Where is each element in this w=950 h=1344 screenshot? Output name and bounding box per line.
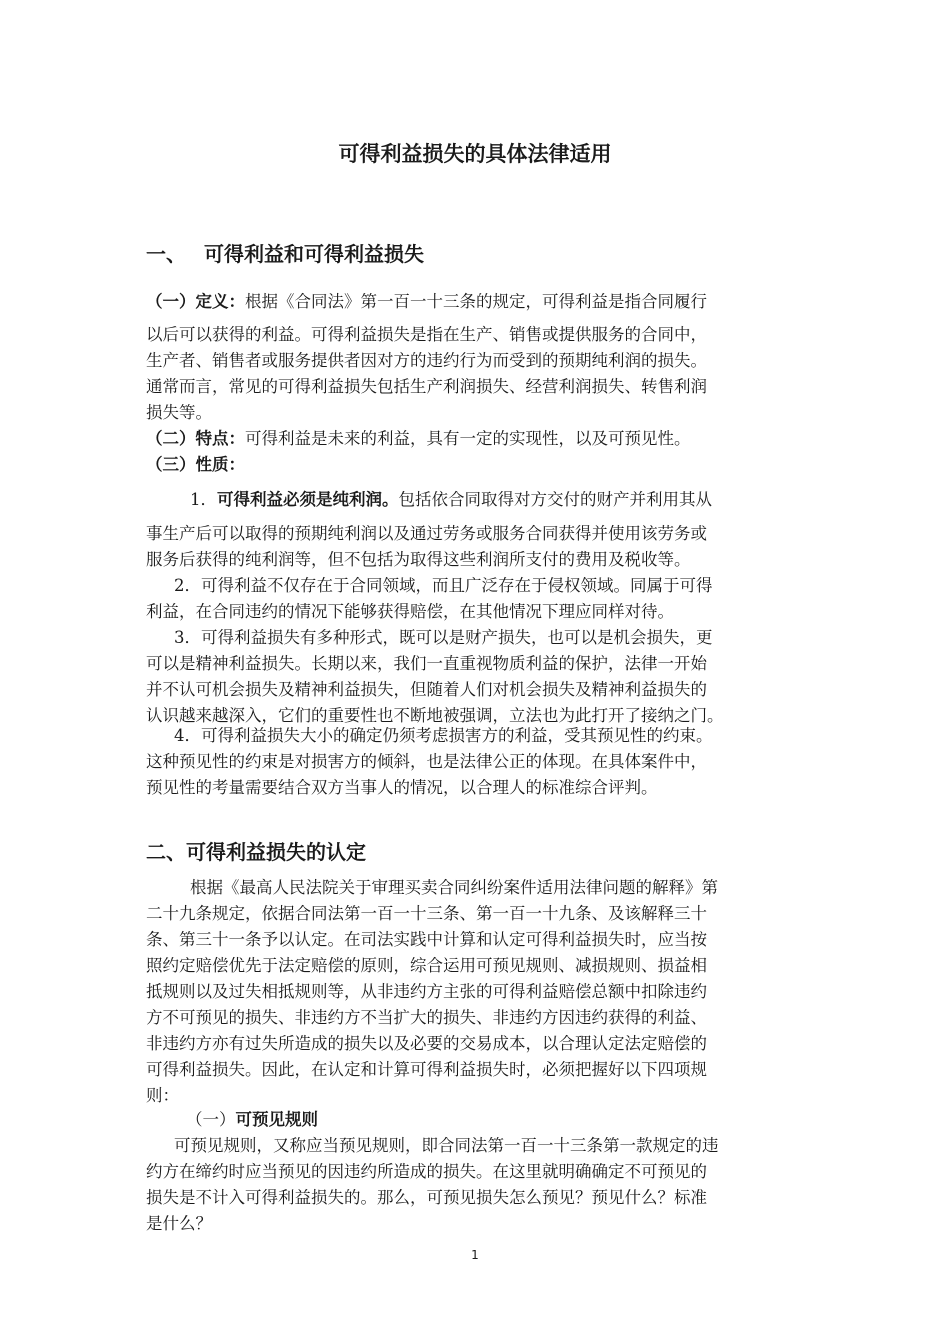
subsection-1-heading	[186, 1108, 318, 1132]
nature-item-4: 4．可得利益损失大小的确定仍须考虑损害方的利益，受其预见性的约束。	[174, 726, 713, 745]
document-title: 可得利益损失的具体法律适用	[338, 142, 612, 166]
section-1-number: 一、	[146, 242, 186, 266]
text-line: 非违约方亦有过失所造成的损失以及必要的交易成本，以合理认定法定赔偿的	[146, 1034, 707, 1053]
feature-text: 可得利益是未来的利益，具有一定的实现性，以及可预见性。	[245, 429, 691, 448]
text-line: 以后可以获得的利益。可得利益损失是指在生产、销售或提供服务的合同中，	[146, 325, 707, 344]
text-line: 损失是不计入可得利益损失的。那么，可预见损失怎么预见？预见什么？标准	[146, 1188, 707, 1207]
subsection-1-line: 可预见规则，又称应当预见规则，即合同法第一百一十三条第一款规定的违	[174, 1136, 719, 1155]
text-line: 条、第三十一条予以认定。在司法实践中计算和认定可得利益损失时，应当按	[146, 930, 707, 949]
text-line: 服务后获得的纯利润等，但不包括为取得这些利润所支付的费用及税收等。	[146, 550, 691, 569]
text-line: 照约定赔偿优先于法定赔偿的原则，综合运用可预见规则、减损规则、损益相	[146, 956, 707, 975]
text-line: 这种预见性的约束是对损害方的倾斜，也是法律公正的体现。在具体案件中，	[146, 752, 707, 771]
text-line: 利益，在合同违约的情况下能够获得赔偿，在其他情况下理应同样对待。	[146, 602, 674, 621]
definition-line	[146, 290, 707, 314]
text-line: 则：	[146, 1086, 179, 1105]
page-number: 1	[471, 1248, 479, 1262]
text-line: 抵规则以及过失相抵规则等，从非违约方主张的可得利益赔偿总额中扣除违约	[146, 982, 707, 1001]
text-line: 可得利益损失。因此，在认定和计算可得利益损失时，必须把握好以下四项规	[146, 1060, 707, 1079]
nature-item-1-number: 1．	[190, 490, 217, 509]
text-line: 约方在缔约时应当预见的因违约所造成的损失。在这里就明确确定不可预见的	[146, 1162, 707, 1181]
text-line: 并不认可机会损失及精神利益损失，但随着人们对机会损失及精神利益损失的	[146, 680, 707, 699]
nature-item-1-line	[190, 488, 712, 512]
section-2-heading: 二、可得利益损失的认定	[146, 840, 366, 864]
nature-item-3: 3．可得利益损失有多种形式，既可以是财产损失，也可以是机会损失，更	[174, 628, 713, 647]
nature-item-1-bold: 可得利益必须是纯利润。	[217, 490, 399, 509]
text-line: 是什么？	[146, 1214, 212, 1233]
nature-item-1-text: 包括依合同取得对方交付的财产并利用其从	[398, 490, 712, 509]
feature-label: （二）特点：	[146, 429, 245, 448]
nature-label: （三）性质：	[146, 455, 245, 474]
paragraph-line: 根据《最高人民法院关于审理买卖合同纠纷案件适用法律问题的解释》第	[190, 878, 718, 897]
subsection-1-number: （一）	[186, 1110, 236, 1129]
text-line: 通常而言，常见的可得利益损失包括生产利润损失、经营利润损失、转售利润	[146, 377, 707, 396]
subsection-1-title: 可预见规则	[235, 1110, 318, 1129]
text-line: 方不可预见的损失、非违约方不当扩大的损失、非违约方因违约获得的利益、	[146, 1008, 707, 1027]
section-1-title: 可得利益和可得利益损失	[204, 242, 424, 266]
nature-item-2: 2．可得利益不仅存在于合同领域，而且广泛存在于侵权领域。同属于可得	[174, 576, 713, 595]
text-line: 认识越来越深入，它们的重要性也不断地被强调，立法也为此打开了接纳之门。	[146, 706, 724, 725]
text-line: 损失等。	[146, 403, 212, 422]
section-1-heading	[146, 238, 424, 267]
feature-line	[146, 427, 691, 451]
text-line: 可以是精神利益损失。长期以来，我们一直重视物质利益的保护，法律一开始	[146, 654, 707, 673]
text-line: 预见性的考量需要结合双方当事人的情况，以合理人的标准综合评判。	[146, 778, 658, 797]
text-line: 事生产后可以取得的预期纯利润以及通过劳务或服务合同获得并使用该劳务或	[146, 524, 707, 543]
text-line: 生产者、销售者或服务提供者因对方的违约行为而受到的预期纯利润的损失。	[146, 351, 707, 370]
text-line: 二十九条规定，依据合同法第一百一十三条、第一百一十九条、及该解释三十	[146, 904, 707, 923]
definition-text: 根据《合同法》第一百一十三条的规定，可得利益是指合同履行	[245, 292, 707, 311]
definition-label: （一）定义：	[146, 292, 245, 311]
